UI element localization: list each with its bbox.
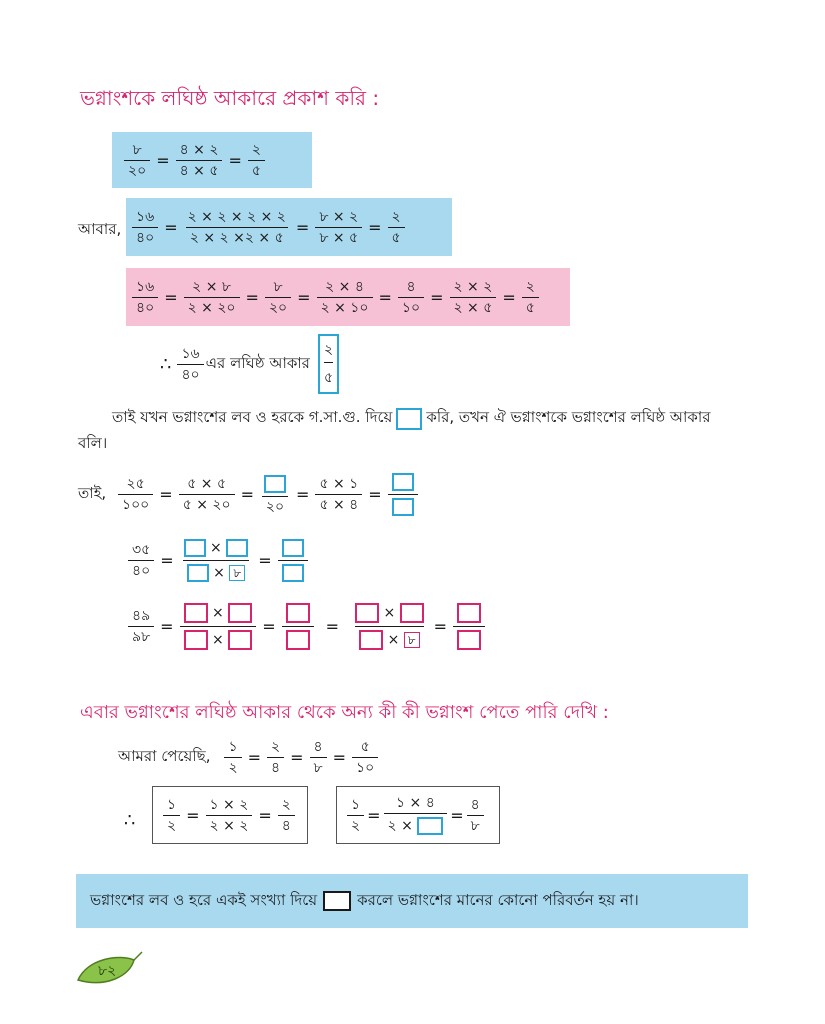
- blank-box[interactable]: [184, 603, 208, 623]
- example-8-20: $\frac{৮}{২০}$ = $\frac{৪ \times ২}{৪ \times ৫}$ = $\frac{২}{৫}$: [112, 132, 312, 188]
- blank-box[interactable]: [228, 603, 252, 623]
- blank-box[interactable]: [392, 473, 414, 491]
- fraction: $\frac{১৬}{৪০}$: [132, 210, 158, 245]
- example-25-100: $\frac{২৫}{১০০}$ = $\frac{৫ \times ৫}{৫ \times ২০}$ = ২০ = $\frac{৫ \times ১}{৫ \times ৪}$ =: [118, 464, 418, 524]
- blank-box[interactable]: [396, 408, 422, 430]
- fraction: ২০: [260, 475, 290, 514]
- fraction: [388, 473, 418, 516]
- example-35-40: $\frac{৩৫}{৪০}$ = $\frac{\times}{\times ৮}$ =: [128, 532, 308, 588]
- fraction: $\frac{২ \times ২}{২ \times ৫}$: [450, 280, 497, 315]
- therefore-simplest: ∴ $\frac{১৬}{৪০}$ এর লঘিষ্ঠ আকার ২ ৫: [160, 340, 339, 388]
- fraction: [453, 603, 485, 650]
- example-16-40-steps: $\frac{১৬}{৪০}$ = $\frac{২ \times ৮}{২ \times ২০}$ = $\frac{৮}{২০}$ = $\frac{২ \times ৪}{২ \times ১০}$ = $\frac{৪}{১০}$ = $\frac{২ \times ২}{২ \times ৫}$ = $\frac{২}{৫}$: [126, 268, 570, 326]
- blank-box[interactable]: [355, 603, 379, 623]
- page-number: ৮২: [98, 963, 117, 979]
- blank-box[interactable]: [282, 564, 304, 582]
- fraction: $\frac{১৬}{৪০}$: [177, 347, 203, 382]
- fraction: $\frac{১ \times ৪}{২ \times}$: [384, 796, 448, 835]
- fraction: $\frac{২}{৫}$: [248, 143, 265, 178]
- section-heading-equivalent: এবার ভগ্নাংশের লঘিষ্ঠ আকার থেকে অন্য কী কী ভগ্নাংশ পেতে পারি দেখি :: [80, 702, 609, 723]
- found-fractions: আমরা পেয়েছি, $\frac{১}{২}$ = $\frac{২}{৪}$ = $\frac{৪}{৮}$ = $\frac{৫}{১০}$: [118, 734, 378, 780]
- answer-box: ২ ৫: [318, 334, 339, 394]
- fraction: [282, 603, 314, 650]
- blank-box[interactable]: [400, 603, 424, 623]
- section-heading-simplest-form: ভগ্নাংশকে লঘিষ্ঠ আকারে প্রকাশ করি :: [80, 86, 380, 110]
- fraction: $\frac{২}{৫}$: [522, 280, 539, 315]
- value-box: ৮: [229, 565, 245, 581]
- fraction: $\frac{৩৫}{৪০}$: [128, 543, 154, 578]
- blank-box[interactable]: [392, 498, 414, 516]
- blank-box[interactable]: [359, 630, 383, 650]
- fraction: $\frac{২ \times ২ \times ২ \times ২}{২ \times ২ \times ২ \times ৫}$: [187, 208, 286, 246]
- fraction: $\frac{৪}{১০}$: [398, 280, 424, 315]
- example-16-40-primes: $\frac{১৬}{৪০}$ = $\frac{২ \times ২ \times ২ \times ২}{২ \times ২ \times ২ \times ৫}$ = $\frac{৮ \times ২}{৮ \times ৫}$ = $\frac{২}{৫}$: [126, 198, 452, 256]
- fraction: $\frac{\times}{\times ৮}$: [180, 539, 253, 582]
- fraction: $\frac{৫}{১০}$: [352, 740, 378, 775]
- fraction: $\frac{২ \times ৮}{২ \times ২০}$: [184, 280, 240, 315]
- fraction: $\frac{২৫}{১০০}$: [118, 477, 153, 512]
- fraction: $\frac{৮ \times ২}{৮ \times ৫}$: [315, 210, 362, 245]
- paragraph-line2: বলি।: [78, 434, 108, 452]
- fraction: $\frac{১ \times ২}{২ \times ২}$: [206, 798, 253, 833]
- fraction: $\frac{১}{২}$: [163, 798, 180, 833]
- blank-box[interactable]: [457, 630, 481, 650]
- fraction: $\frac{৪}{৮}$: [310, 740, 327, 775]
- blank-box[interactable]: [228, 630, 252, 650]
- fraction: [278, 539, 308, 582]
- blank-box[interactable]: [184, 539, 206, 557]
- box-equation-left: $\frac{১}{২}$ = $\frac{১ \times ২}{২ \times ২}$ = $\frac{২}{৪}$: [152, 786, 308, 844]
- fraction: $\frac{১৬}{৪০}$: [132, 280, 158, 315]
- fraction: $\frac{\times}{\times}$: [180, 603, 257, 650]
- label-abar: আবার,: [78, 220, 122, 238]
- blank-box[interactable]: [184, 630, 208, 650]
- blank-box[interactable]: [286, 603, 310, 623]
- blank-box[interactable]: [323, 891, 351, 911]
- fraction: $\frac{৫ \times ১}{৫ \times ৪}$: [315, 477, 362, 512]
- value-box: ৮: [404, 632, 420, 648]
- box-equation-right: $\frac{১}{২}$ = $\frac{১ \times ৪}{২ \times}$ = $\frac{৪}{৮}$: [336, 786, 500, 844]
- blank-box[interactable]: [286, 630, 310, 650]
- therefore-symbol: ∴: [124, 810, 136, 831]
- page-number-leaf: [74, 950, 144, 990]
- fraction: $\frac{২}{৫}$: [388, 210, 405, 245]
- blank-box[interactable]: [457, 603, 481, 623]
- summary-band: ভগ্নাংশের লব ও হরে একই সংখ্যা দিয়ে করলে ভগ্নাংশের মানের কোনো পরিবর্তন হয় না।: [76, 874, 748, 928]
- blank-box[interactable]: [226, 539, 248, 557]
- example-49-98: $\frac{৪৯}{৯৮}$ = $\frac{\times}{\times}$ = = $\frac{\times}{\times ৮}$ =: [128, 596, 485, 656]
- fraction: $\frac{১}{২}$: [224, 740, 241, 775]
- fraction: $\frac{\times}{\times ৮}$: [351, 603, 428, 650]
- fraction: $\frac{৪৯}{৯৮}$: [128, 609, 154, 644]
- blank-box[interactable]: [417, 817, 443, 835]
- fraction: $\frac{৮}{২০}$: [265, 280, 291, 315]
- fraction: $\frac{২ \times ৪}{২ \times ১০}$: [317, 280, 373, 315]
- blank-box[interactable]: [187, 564, 209, 582]
- paragraph-line1: তাই যখন ভগ্নাংশের লব ও হরকে গ.সা.গু. দিয়ে করি, তখন ঐ ভগ্নাংশকে ভগ্নাংশের লঘিষ্ঠ আকার: [112, 406, 711, 431]
- fraction: $\frac{৪ \times ২}{৪ \times ৫}$: [176, 143, 223, 178]
- fraction: $\frac{২}{৪}$: [278, 798, 295, 833]
- fraction: $\frac{১}{২}$: [347, 798, 364, 833]
- label-tai: তাই,: [78, 484, 107, 502]
- fraction: $\frac{৫ \times ৫}{৫ \times ২০}$: [179, 477, 235, 512]
- fraction: $\frac{২}{৪}$: [267, 740, 284, 775]
- fraction: $\frac{৮}{২০}$: [124, 143, 150, 178]
- blank-box[interactable]: [264, 475, 286, 493]
- blank-box[interactable]: [282, 539, 304, 557]
- fraction: $\frac{৪}{৮}$: [467, 798, 484, 833]
